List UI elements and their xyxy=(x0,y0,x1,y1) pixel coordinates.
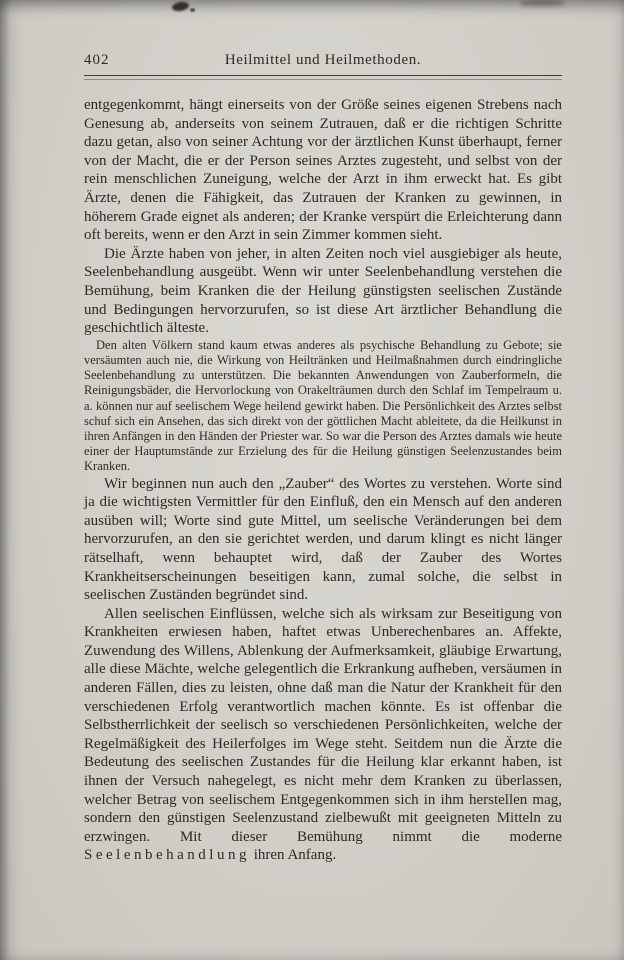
paragraph: Die Ärzte haben von jeher, in alten Zeiten noch viel ausgiebiger als heute, Seelenbehandlung ausgeübt. Wenn wir unter Seelenbehandlung verstehen die Bemühung, beim Kranken die der Heilung günstigsten seelischen Zustände und Bedingungen hervorzurufen, so ist diese Art ärztlicher Behandlung die geschichtlich älteste. xyxy=(84,245,562,337)
paragraph: Wir beginnen nun auch den „Zauber“ des Wortes zu verstehen. Worte sind ja die wichtigsten Vermittler für den Einfluß, den ein Mensch auf den anderen ausüben will; Worte sind gute Mittel, um seelische Veränderungen bei dem hervorzurufen, an den sie gerichtet werden, und darum klingt es nicht länger rätselhaft, wenn behauptet wird, daß der Zauber des Wortes Krankheitserscheinungen beseitigen kann, zumal solche, die selbst in seelischen Zuständen begründet sind. xyxy=(84,475,562,604)
paragraph-final xyxy=(84,605,562,865)
header-rule xyxy=(84,75,562,80)
running-head-title: Heilmittel und Heilmethoden. xyxy=(224,52,422,68)
running-head xyxy=(84,52,562,72)
paragraph-small-print: Den alten Völkern stand kaum etwas anderes als psychische Behandlung zu Gebote; sie versäumten auch nie, die Wirkung von Heiltränken und Heilmaßnahmen durch eindringliche Seelenbehandlung zu unterstützen. Die bekannten Anwendungen von Zauberformeln, die Reinigungsbäder, die Hervorlockung von Orakelträumen durch den Schlaf im Tempelraum u. a. können nur auf seelischem Wege heilend gewirkt haben. Die Persönlichkeit des Arztes selbst schuf sich ein Ansehen, das sich direkt von der göttlichen Macht ableitete, da die Heilkunst in ihren Anfängen in den Händen der Priester war. So war die Person des Arztes damals wie heute einer der Hauptumstände zur Erzielung des für die Heilung günstigen Seelenzustandes beim Kranken. xyxy=(84,337,562,474)
emphasized-spaced-word: Seelenbehandlung xyxy=(84,847,250,864)
paragraph-text-tail: ihren Anfang. xyxy=(249,847,337,864)
text-block xyxy=(84,96,562,865)
page-number: 402 xyxy=(84,52,110,68)
paragraph-continuation: entgegenkommt, hängt einerseits von der Größe seines eigenen Strebens nach Genesung ab, anderseits von seinem Zutrauen, daß er die richtigen Schritte dazu getan, also von seiner Achtung vor der ärztlichen Kunst überhaupt, ferner von der Macht, die er der Person seines Arztes zugesteht, und selbst von der rein menschlichen Zuneigung, welche der Arzt in ihm erweckt hat. Es gibt Ärzte, denen die Fähigkeit, das Zutrauen der Kranken zu gewinnen, in höherem Grade eignet als anderen; der Kranke verspürt die Erleichterung dann oft bereits, wenn er den Arzt in sein Zimmer kommen sieht. xyxy=(84,97,562,244)
paragraph-text-lead: Allen seelischen Einflüssen, welche sich als wirksam zur Beseitigung von Krankheiten erwiesen haben, haftet etwas Unberechenbares an. Affekte, Zuwendung des Willens, Ablenkung der Aufmerksamkeit, gläubige Erwartung, alle diese Mächte, welche gelegentlich die Erkrankung aufheben, versäumen in anderen Fällen, dies zu leisten, ohne daß man die Natur der Krankheit für den verschiedenen Erfolg verantwortlich machen könnte. Es ist offenbar die Selbstherrlichkeit der seelisch so verschiedenen Persönlichkeiten, welche der Regelmäßigkeit des Heilerfolges im Wege steht. Seitdem nun die Ärzte die Bedeutung des seelischen Zustandes für die Heilung klar erkannt haben, ist ihnen der Versuch nahegelegt, es nicht mehr dem Kranken zu überlassen, welcher Betrag von seelischem Entgegenkommen sich in ihm herstellen mag, sondern den günstigen Seelenzustand zielbewußt mit geeigneten Mitteln zu erzwingen. Mit dieser Bemühung nimmt die moderne xyxy=(84,605,562,845)
